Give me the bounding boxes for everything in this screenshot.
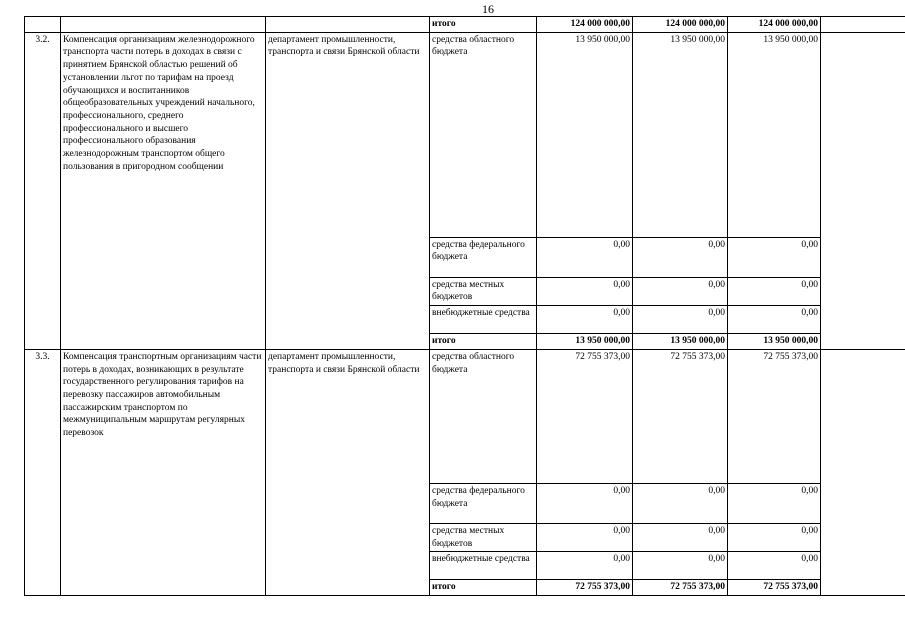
table-row xyxy=(25,17,905,33)
value-cell: 72 755 373,00 xyxy=(728,349,821,483)
value-cell: 0,00 xyxy=(728,552,821,580)
extra-cell xyxy=(821,349,905,595)
executor-cell: департамент промышленности, транспорта и связи Брянской области xyxy=(266,349,430,595)
value-cell: 0,00 xyxy=(633,483,728,523)
source-cell: средства местных бюджетов xyxy=(430,277,537,305)
extra-cell xyxy=(821,17,905,33)
value-cell: 0,00 xyxy=(728,483,821,523)
value-cell: 0,00 xyxy=(728,237,821,277)
source-cell: итого xyxy=(430,17,537,33)
source-cell: итого xyxy=(430,580,537,596)
value-cell: 72 755 373,00 xyxy=(728,580,821,596)
source-cell: средства федерального бюджета xyxy=(430,483,537,523)
table-row xyxy=(25,32,905,237)
value-cell: 72 755 373,00 xyxy=(633,349,728,483)
value-cell: 13 950 000,00 xyxy=(537,334,633,350)
value-cell: 0,00 xyxy=(728,277,821,305)
source-cell: средства областного бюджета xyxy=(430,32,537,237)
value-cell: 72 755 373,00 xyxy=(537,349,633,483)
source-cell: внебюджетные средства xyxy=(430,306,537,334)
value-cell: 0,00 xyxy=(633,306,728,334)
source-cell: средства местных бюджетов xyxy=(430,523,537,551)
value-cell: 0,00 xyxy=(537,277,633,305)
value-cell: 13 950 000,00 xyxy=(633,334,728,350)
value-cell: 0,00 xyxy=(537,483,633,523)
page-number: 16 xyxy=(482,2,494,16)
value-cell: 13 950 000,00 xyxy=(537,32,633,237)
value-cell: 0,00 xyxy=(633,552,728,580)
value-cell: 0,00 xyxy=(633,237,728,277)
value-cell: 72 755 373,00 xyxy=(633,580,728,596)
source-cell: внебюджетные средства xyxy=(430,552,537,580)
value-cell: 124 000 000,00 xyxy=(728,17,821,33)
value-cell: 0,00 xyxy=(537,306,633,334)
value-cell: 13 950 000,00 xyxy=(728,334,821,350)
table-row xyxy=(25,349,905,483)
extra-cell xyxy=(821,32,905,349)
value-cell: 13 950 000,00 xyxy=(728,32,821,237)
source-cell: итого xyxy=(430,334,537,350)
value-cell: 0,00 xyxy=(537,237,633,277)
value-cell: 0,00 xyxy=(633,523,728,551)
value-cell: 72 755 373,00 xyxy=(537,580,633,596)
measure-name-cell: Компенсация организациям железнодорожного транспорта части потерь в доходах в связи с принятием Брянской областью решений об установлении льгот по тарифам на проезд обучающихся и воспитанников общеобразовательных учреждений начального, профессионального, среднего профессионального и высшего профессионального образования железнодорожным транспортом общего пользования в пригородном сообщении xyxy=(61,32,266,349)
value-cell: 0,00 xyxy=(537,552,633,580)
funding-table xyxy=(24,16,905,596)
value-cell: 0,00 xyxy=(728,306,821,334)
row-number-cell: 3.2. xyxy=(25,32,61,349)
value-cell: 0,00 xyxy=(633,277,728,305)
source-cell: средства областного бюджета xyxy=(430,349,537,483)
value-cell: 13 950 000,00 xyxy=(633,32,728,237)
value-cell: 0,00 xyxy=(537,523,633,551)
name-cell xyxy=(61,17,266,33)
source-cell: средства федерального бюджета xyxy=(430,237,537,277)
value-cell: 124 000 000,00 xyxy=(537,17,633,33)
row-number-cell: 3.3. xyxy=(25,349,61,595)
executor-cell: департамент промышленности, транспорта и связи Брянской области xyxy=(266,32,430,349)
value-cell: 0,00 xyxy=(728,523,821,551)
value-cell: 124 000 000,00 xyxy=(633,17,728,33)
executor-cell xyxy=(266,17,430,33)
measure-name-cell: Компенсация транспортным организациям части потерь в доходах, возникающих в результате государственного регулирования тарифов на перевозку пассажиров автомобильным пассажирским транспортом по межмуниципальным маршрутам регулярных перевозок xyxy=(61,349,266,595)
row-number-cell xyxy=(25,17,61,33)
